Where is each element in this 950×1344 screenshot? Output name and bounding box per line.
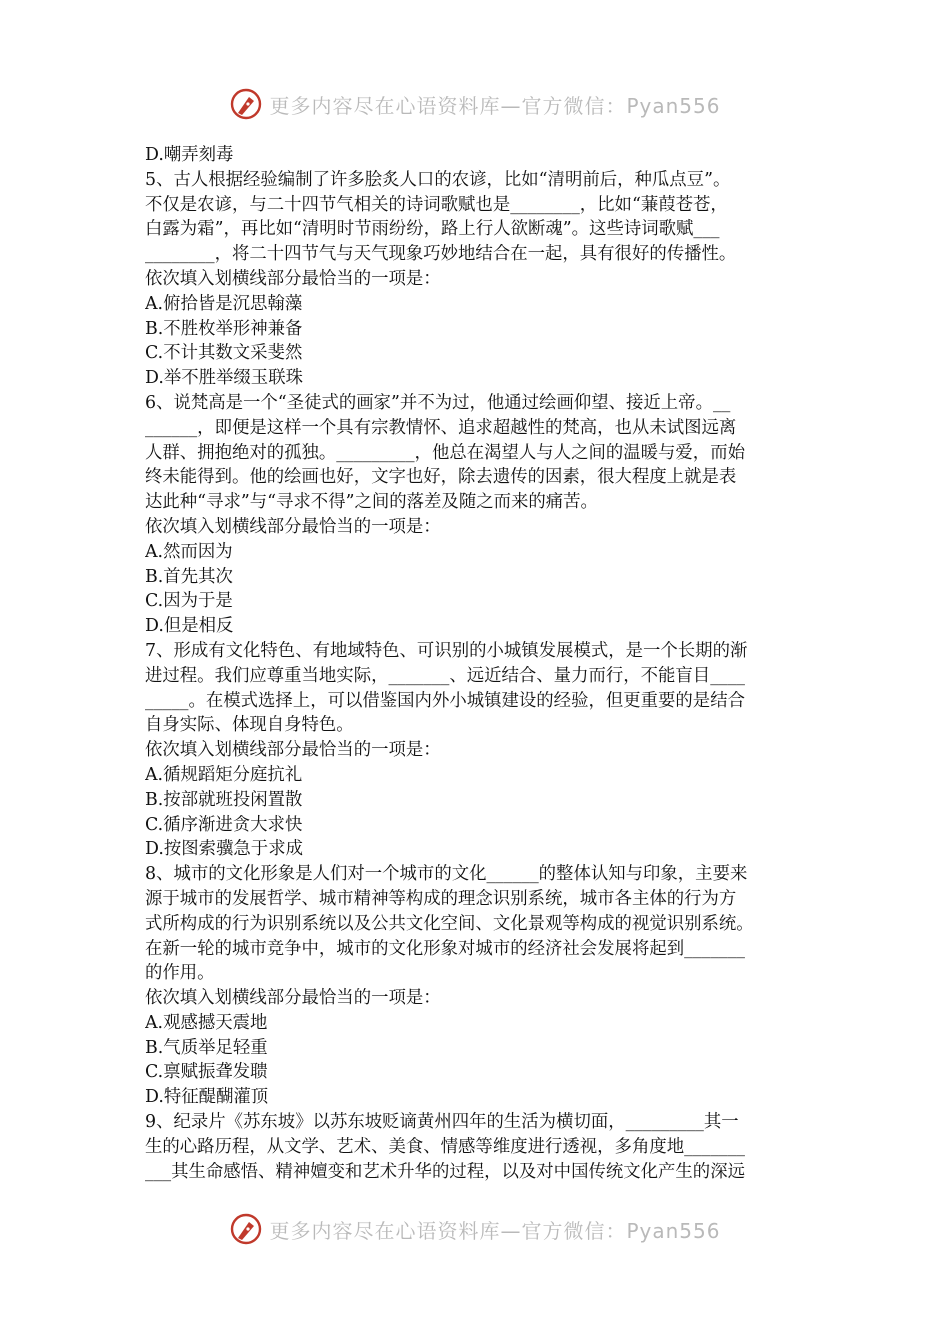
text-line: C.禀赋振聋发聩 <box>145 1062 268 1083</box>
text-line: 依次填入划横线部分最恰当的一项是： <box>145 988 441 1009</box>
text-line: 终未能得到。他的绘画也好，文字也好，除去遗传的因素，很大程度上就是表 <box>145 467 737 488</box>
text-line: 6、说梵高是一个“圣徒式的画家”并不为过，他通过绘画仰望、接近上帝。__ <box>145 392 731 413</box>
text-line: 9、纪录片《苏东坡》以苏东坡贬谪黄州四年的生活为横切面，_________其一 <box>145 1112 739 1133</box>
header-watermark-banner <box>0 82 950 126</box>
text-line: 在新一轮的城市竞争中，城市的文化形象对城市的经济社会发展将起到_______ <box>145 938 745 959</box>
text-line: B.气质举足轻重 <box>145 1037 268 1058</box>
text-line: D.按图索骥急于求成 <box>145 839 303 860</box>
document-body <box>145 143 817 1184</box>
text-line: B.按部就班投闲置散 <box>145 789 303 810</box>
text-line: 7、形成有文化特色、有地域特色、可识别的小城镇发展模式，是一个长期的渐 <box>145 640 748 661</box>
text-line: 白露为霜”，再比如“清明时节雨纷纷，路上行人欲断魂”。这些诗词歌赋___ <box>145 219 720 240</box>
text-line: ___其生命感悟、精神嬗变和艺术升华的过程，以及对中国传统文化产生的深远 <box>145 1161 745 1182</box>
footer-watermark-banner <box>0 1207 950 1251</box>
text-line: 5、古人根据经验编制了许多脍炙人口的农谚，比如“清明前后，种瓜点豆”。 <box>145 169 731 190</box>
text-line: A.循规蹈矩分庭抗礼 <box>145 764 303 785</box>
text-line: 源于城市的发展哲学、城市精神等构成的理念识别系统，城市各主体的行为方 <box>145 888 737 909</box>
text-line: 达此种“寻求”与“寻求不得”之间的落差及随之而来的痛苦。 <box>145 492 598 513</box>
text-line: C.不计其数文采斐然 <box>145 343 303 364</box>
text-line: 的作用。 <box>145 963 215 984</box>
text-line: D.但是相反 <box>145 616 234 637</box>
text-line: _____。在模式选择上，可以借鉴国内外小城镇建设的经验，但更重要的是结合 <box>145 690 745 711</box>
footer-watermark-text: 更多内容尽在心语资料库—官方微信：Pyan556 <box>269 1218 721 1243</box>
text-line: ________，将二十四节气与天气现象巧妙地结合在一起，具有很好的传播性。 <box>145 244 737 265</box>
text-line: A.观感撼天震地 <box>145 1012 268 1033</box>
text-line: D.举不胜举缀玉联珠 <box>145 368 303 389</box>
text-line: A.然而因为 <box>145 541 233 562</box>
text-line: B.首先其次 <box>145 566 233 587</box>
text-line: 依次填入划横线部分最恰当的一项是： <box>145 516 441 537</box>
text-line: 进过程。我们应尊重当地实际，_______、远近结合、量力而行，不能盲目____ <box>145 665 745 686</box>
text-line: 自身实际、体现自身特色。 <box>145 715 354 736</box>
text-line: D.特征醍醐灌顶 <box>145 1087 269 1108</box>
text-line: 不仅是农谚，与二十四节气相关的诗词歌赋也是________，比如“蒹葭苍苍， <box>145 194 728 215</box>
text-line: C.因为于是 <box>145 591 233 612</box>
text-line: B.不胜枚举形神兼备 <box>145 318 303 339</box>
pen-nib-logo-icon <box>229 1212 263 1246</box>
text-line: A.俯拾皆是沉思翰藻 <box>145 293 303 314</box>
text-line: D.嘲弄刻毒 <box>145 145 234 165</box>
pen-nib-logo-icon <box>229 87 263 121</box>
text-line: 生的心路历程，从文学、艺术、美食、情感等维度进行透视，多角度地_______ <box>145 1136 745 1157</box>
text-line: 人群、拥抱绝对的孤独。_________，他总在渴望人与人之间的温暖与爱，而始 <box>145 442 745 463</box>
text-line: ______，即便是这样一个具有宗教情怀、追求超越性的梵高，也从未试图远离 <box>145 417 737 438</box>
text-line: C.循序渐进贪大求快 <box>145 814 303 835</box>
text-line: 8、城市的文化形象是人们对一个城市的文化______的整体认知与印象，主要来 <box>145 864 748 885</box>
text-line: 依次填入划横线部分最恰当的一项是： <box>145 740 441 761</box>
header-watermark-text: 更多内容尽在心语资料库—官方微信：Pyan556 <box>269 93 721 118</box>
text-line: 依次填入划横线部分最恰当的一项是： <box>145 268 441 289</box>
text-line: 式所构成的行为识别系统以及公共文化空间、文化景观等构成的视觉识别系统。 <box>145 913 754 934</box>
